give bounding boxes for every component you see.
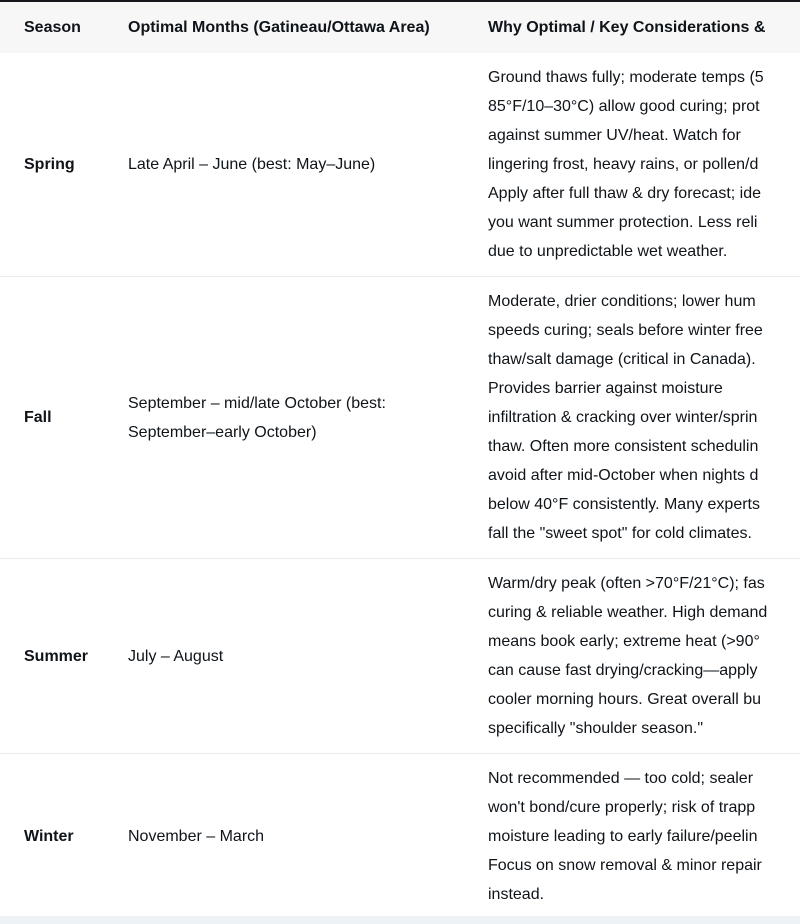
why-text-line: 85°F/10–30°C) allow good curing; prot (488, 98, 760, 115)
why-text-line: Focus on snow removal & minor repair (488, 857, 762, 874)
why-text-line: infiltration & cracking over winter/sprin (488, 409, 758, 426)
months-cell (128, 559, 488, 753)
why-text-line: fall the "sweet spot" for cold climates. (488, 525, 752, 542)
season-label: Spring (24, 156, 75, 173)
table-row-winter (0, 753, 800, 919)
table-header-row (0, 0, 800, 53)
months-text: July – August (128, 647, 224, 665)
season-label: Fall (24, 409, 52, 426)
season-cell (0, 559, 128, 753)
header-cell-season (0, 19, 128, 37)
months-cell (128, 277, 488, 558)
why-text-line: curing & reliable weather. High demand (488, 604, 768, 621)
season-label: Summer (24, 647, 89, 665)
why-text-line: Warm/dry peak (often >70°F/21°C); fas (488, 575, 765, 592)
table-row-fall (0, 276, 800, 558)
why-text-line: won't bond/cure properly; risk of trapp (488, 799, 756, 816)
header-label-optimal-months: Optimal Months (Gatineau/Ottawa Area) (128, 18, 430, 36)
season-cell (0, 277, 128, 558)
why-text-line: Not recommended — too cold; sealer (488, 770, 754, 787)
horizontal-scrollbar-track[interactable] (0, 916, 800, 924)
header-label-season: Season (24, 18, 81, 36)
why-text-line: lingering frost, heavy rains, or pollen/d (488, 156, 759, 173)
header-cell-optimal-months (128, 19, 488, 37)
why-text-line: Moderate, drier conditions; lower hum (488, 293, 756, 310)
table-scroll-container[interactable] (0, 53, 800, 919)
why-text-line: thaw/salt damage (critical in Canada). (488, 351, 756, 368)
why-text-line: Apply after full thaw & dry forecast; ide (488, 185, 762, 202)
why-text-line: instead. (488, 886, 545, 903)
why-cell (488, 53, 800, 276)
table-row-spring (0, 53, 800, 276)
months-text: September – mid/late October (best: (128, 394, 386, 412)
why-text-line: specifically "shoulder season." (488, 720, 704, 737)
why-text-line: means book early; extreme heat (>90° (488, 633, 760, 650)
why-cell (488, 559, 800, 753)
months-text: September–early October) (128, 423, 317, 441)
why-text-line: thaw. Often more consistent schedulin (488, 438, 759, 455)
why-text-line: moisture leading to early failure/peelin (488, 828, 758, 845)
header-cell-why-optimal (488, 9, 800, 47)
why-cell (488, 277, 800, 558)
why-text-line: cooler morning hours. Great overall bu (488, 691, 762, 708)
why-text-line: Provides barrier against moisture (488, 380, 723, 397)
why-text-line: due to unpredictable wet weather. (488, 243, 728, 260)
why-text-line: below 40°F consistently. Many experts (488, 496, 760, 513)
months-text: Late April – June (best: May–June) (128, 156, 376, 173)
header-label-why-optimal: Why Optimal / Key Considerations & (488, 18, 766, 36)
months-cell (128, 53, 488, 276)
months-cell (128, 754, 488, 919)
months-text: November – March (128, 828, 265, 845)
why-text-line: speeds curing; seals before winter free (488, 322, 763, 339)
why-text-line: can cause fast drying/cracking—apply (488, 662, 758, 679)
why-text-line: Ground thaws fully; moderate temps (5 (488, 69, 764, 86)
table-row-summer (0, 558, 800, 753)
why-text-line: you want summer protection. Less reli (488, 214, 758, 231)
why-text-line: avoid after mid-October when nights d (488, 467, 759, 484)
why-text-line: against summer UV/heat. Watch for (488, 127, 741, 144)
season-cell (0, 754, 128, 919)
why-cell (488, 754, 800, 919)
season-label: Winter (24, 828, 74, 845)
season-cell (0, 53, 128, 276)
